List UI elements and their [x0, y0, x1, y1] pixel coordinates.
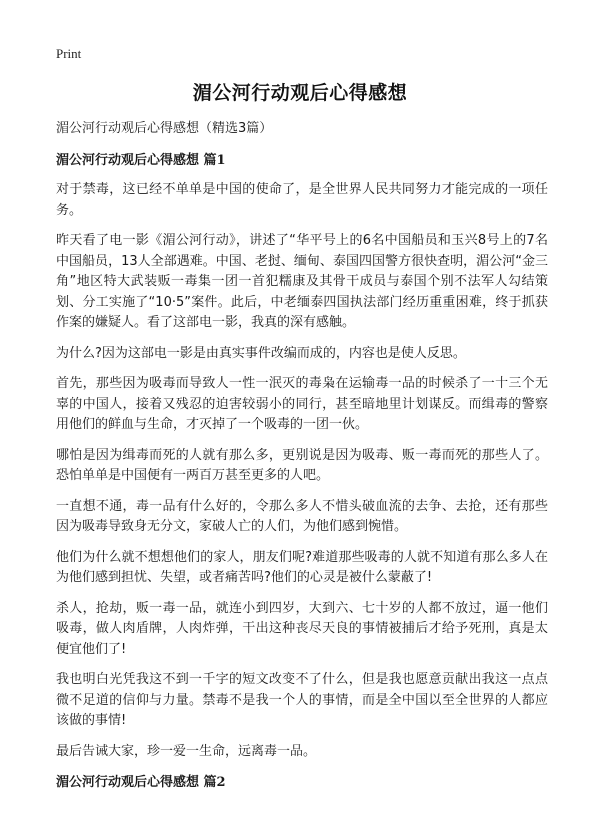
paragraph: 最后告诫大家，珍一爱一生命，远离毒一品。 [56, 743, 317, 759]
paragraph: 昨天看了电一影《湄公河行动》，讲述了“华平号上的6名中国船员和玉兴8号上的7名中国船员，13人全部遇难。中国、老挝、缅甸、泰国四国警方很快查明，湄公河“金三角”地区特大武装贩一毒集一团一首犯糯康及其骨干成员与泰国个别不法军人勾结策划、分工实施了“10·5”案件。此后，中老缅泰四国执法部门经历重重困难，终于抓获作案的嫌疑人。看了这部电一影，我真的深有感触。 [56, 233, 548, 330]
print-label: Print [56, 46, 82, 61]
section-heading-2: 湄公河行动观后心得感想 篇2 [56, 775, 226, 790]
paragraph: 哪怕是因为缉毒而死的人就有那么多，更别说是因为吸毒、贩一毒而死的那些人了。恐怕单单是中国便有一两百万甚至更多的人吧。 [56, 447, 548, 483]
section-heading-1: 湄公河行动观后心得感想 篇1 [56, 153, 226, 168]
paragraph: 首先，那些因为吸毒而导致人一性一泯灭的毒枭在运输毒一品的时候杀了一十三个无辜的中国人，接着又残忍的迫害较弱小的同行，甚至暗地里计划谋反。而缉毒的警察用他们的鲜血与生命，才灭掉了一个吸毒的一团一伙。 [56, 376, 548, 432]
paragraph: 我也明白光凭我这不到一千字的短文改变不了什么，但是我也愿意贡献出我这一点点微不足道的信仰与力量。禁毒不是我一个人的事情，而是全中国以至全世界的人都应该做的事情! [56, 672, 548, 728]
paragraph: 一直想不通，毒一品有什么好的，令那么多人不惜头破血流的去争、去抢，还有那些因为吸毒导致身无分文，家破人亡的人们，为他们感到惋惜。 [56, 498, 548, 534]
document-body [56, 118, 548, 802]
paragraph: 对于禁毒，这已经不单单是中国的使命了，是全世界人民共同努力才能完成的一项任务。 [56, 182, 548, 218]
paragraph: 他们为什么就不想想他们的家人，朋友们呢?难道那些吸毒的人就不知道有那么多人在为他们感到担忧、失望，或者痛苦吗?他们的心灵是被什么蒙蔽了! [56, 549, 548, 585]
page-title: 湄公河行动观后心得感想 [192, 82, 408, 104]
paragraph: 杀人，抢劫，贩一毒一品，就连小到四岁，大到六、七十岁的人都不放过，逼一他们吸毒，做人肉盾牌，人肉炸弹，干出这种丧尽天良的事情被捕后才给予死刑，真是太便宜他们了! [56, 600, 548, 657]
document-subtitle: 湄公河行动观后心得感想（精选3篇） [56, 121, 273, 136]
paragraph: 为什么?因为这部电一影是由真实事件改编而成的，内容也是使人反思。 [56, 345, 466, 361]
